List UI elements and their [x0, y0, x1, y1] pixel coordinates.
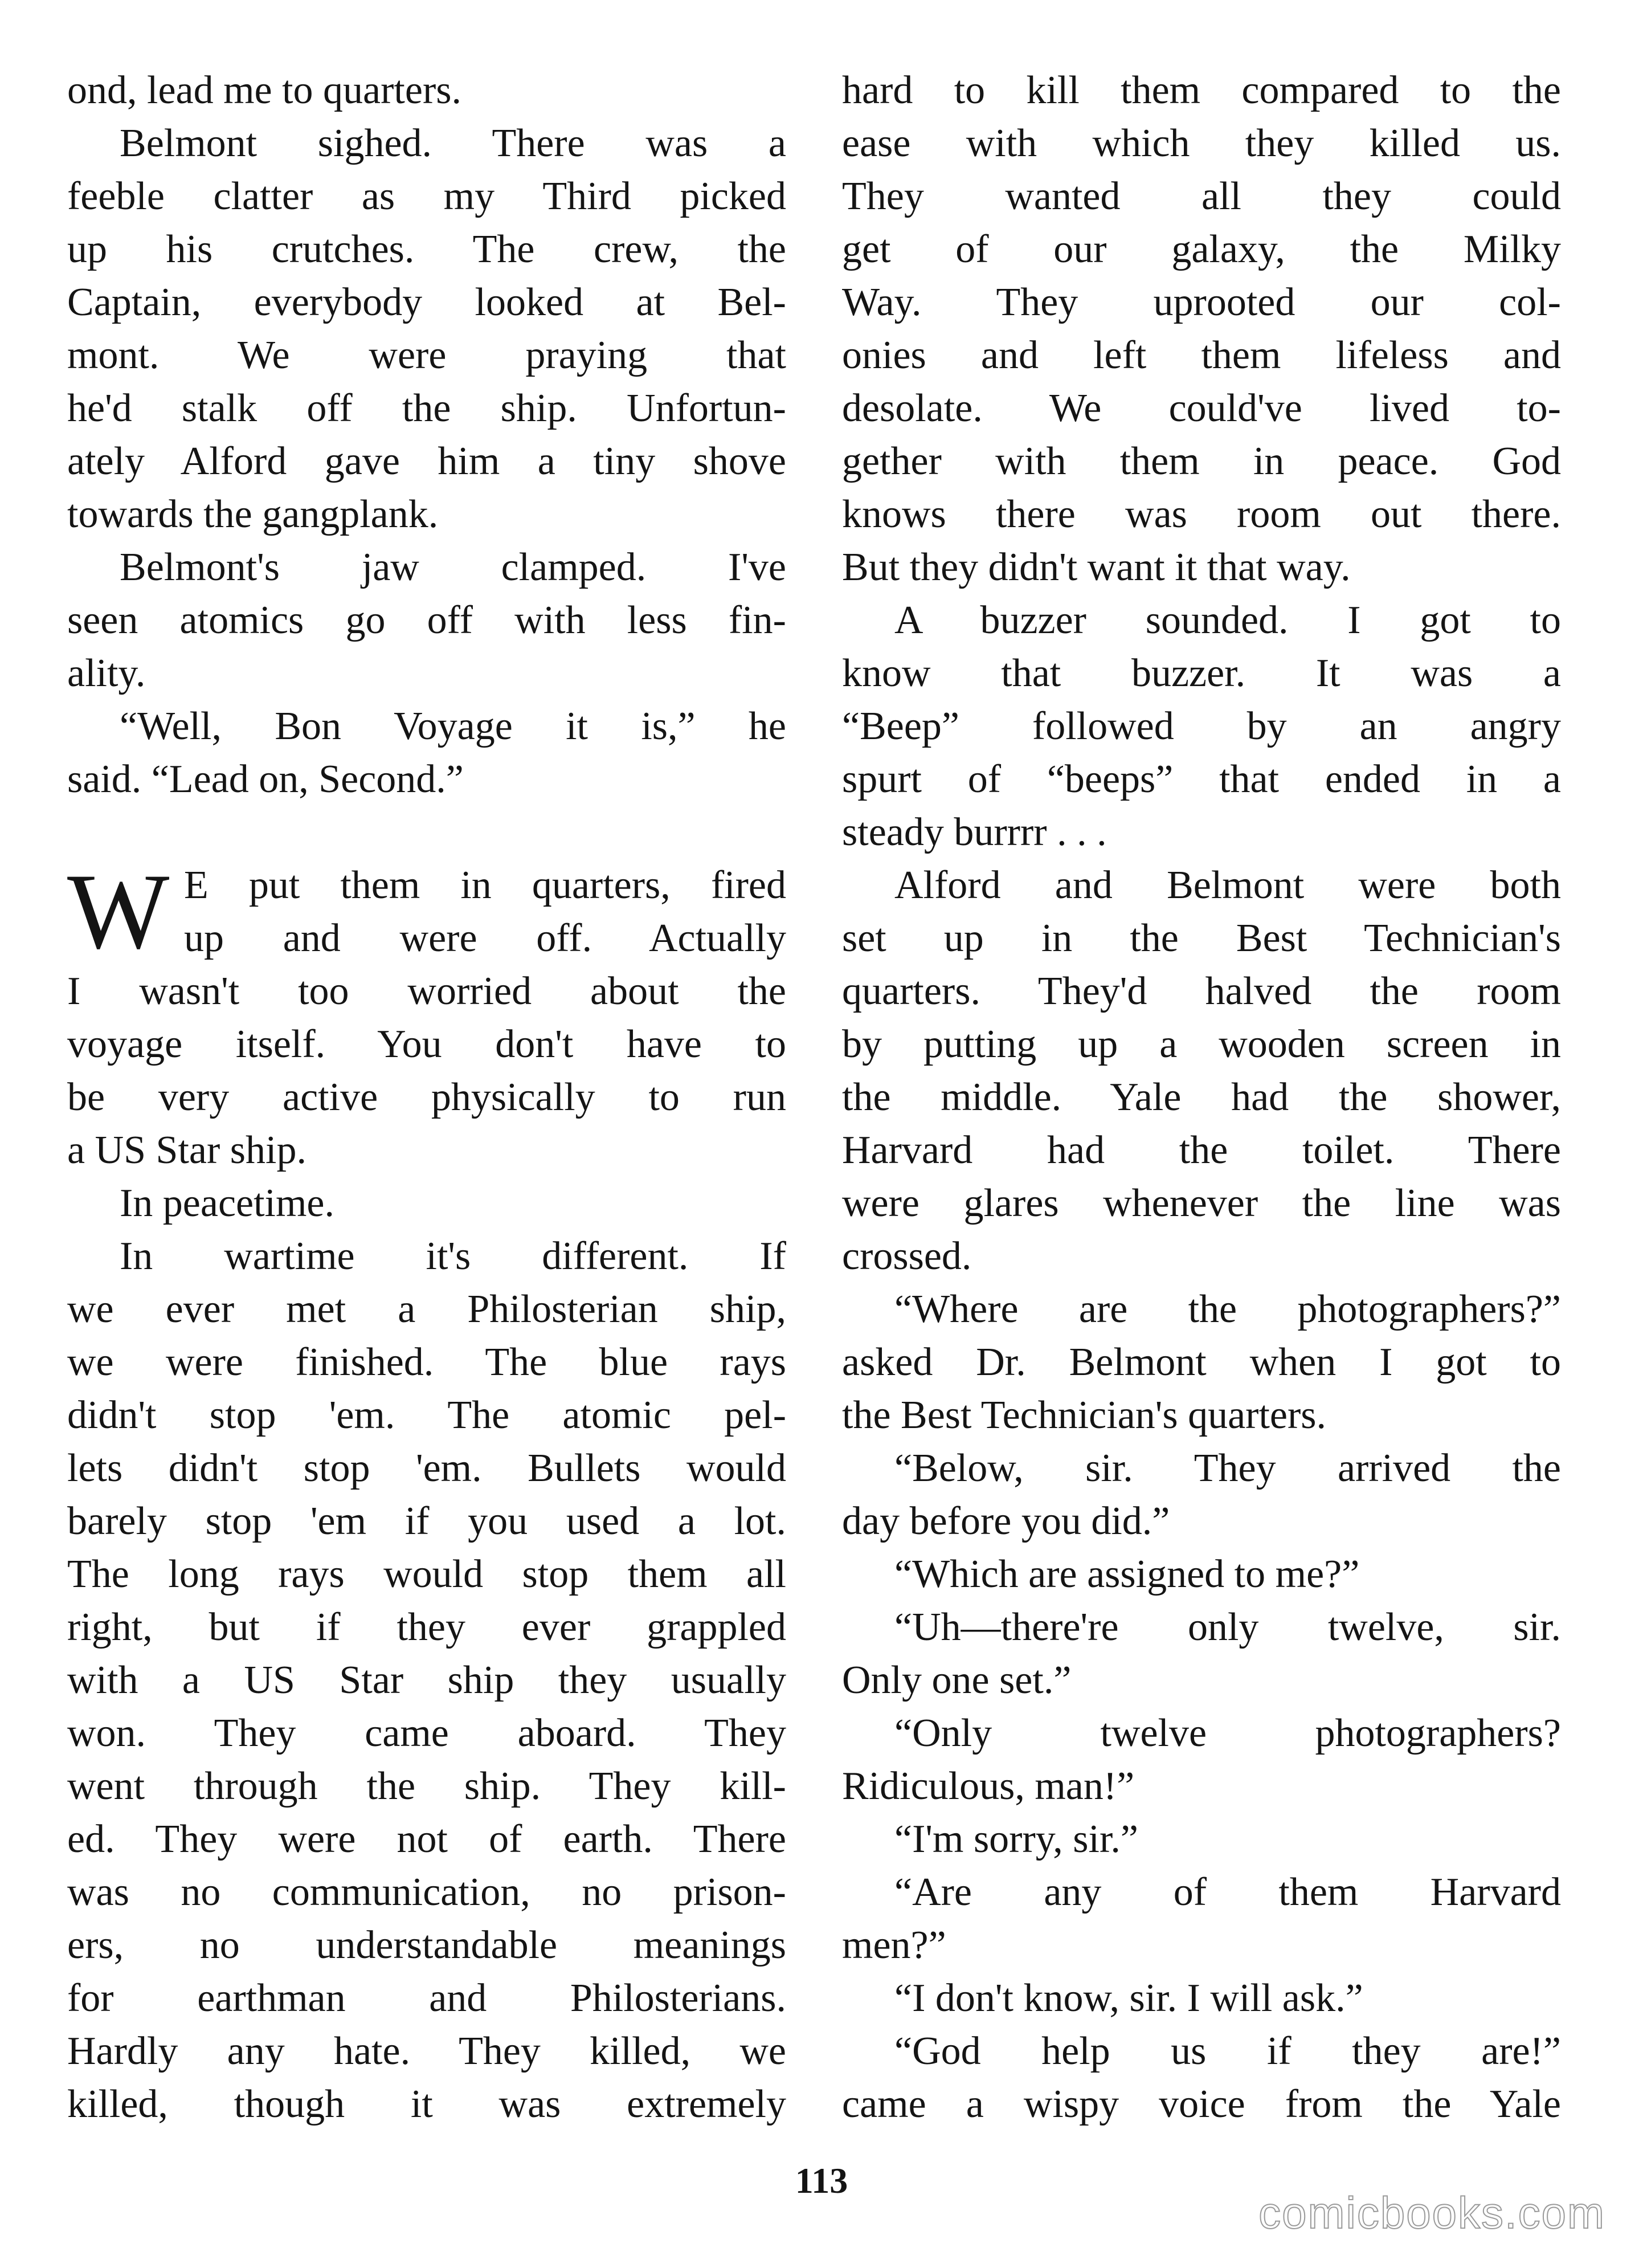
text-line: onies and left them lifeless and — [842, 333, 1561, 377]
text-line: ality. — [67, 651, 146, 695]
text-line: we were finished. The blue rays — [67, 1340, 786, 1384]
text-line: for earthman and Philosterians. — [67, 1976, 786, 2020]
text-line: he'd stalk off the ship. Unfortun- — [67, 386, 786, 430]
text-line: “Uh—there're only twelve, sir. — [894, 1605, 1561, 1649]
text-line: were glares whenever the line was — [842, 1181, 1561, 1225]
text-line: barely stop 'em if you used a lot. — [67, 1499, 786, 1543]
text-line: ond, lead me to quarters. — [67, 68, 462, 112]
text-line: I wasn't too worried about the — [67, 969, 786, 1013]
text-line: ers, no understandable meanings — [67, 1923, 786, 1967]
text-line: up and were off. Actually — [184, 916, 786, 960]
text-line: set up in the Best Technician's — [842, 916, 1561, 960]
text-line: ately Alford gave him a tiny shove — [67, 439, 786, 483]
text-line: get of our galaxy, the Milky — [842, 227, 1561, 271]
text-line: Captain, everybody looked at Bel- — [67, 280, 786, 324]
text-line: quarters. They'd halved the room — [842, 969, 1561, 1013]
text-line: killed, though it was extremely — [67, 2082, 786, 2126]
text-line: “God help us if they are!” — [894, 2029, 1561, 2073]
text-line: gether with them in peace. God — [842, 439, 1561, 483]
text-line: the middle. Yale had the shower, — [842, 1075, 1561, 1119]
text-line: E put them in quarters, fired — [184, 863, 786, 907]
text-line: was no communication, no prison- — [67, 1870, 786, 1914]
text-line: spurt of “beeps” that ended in a — [842, 757, 1561, 801]
text-line: “Are any of them Harvard — [894, 1870, 1561, 1914]
text-line: towards the gangplank. — [67, 492, 439, 536]
text-line: voyage itself. You don't have to — [67, 1022, 786, 1066]
text-line: didn't stop 'em. The atomic pel- — [67, 1393, 786, 1437]
drop-cap: W — [67, 852, 170, 972]
text-line: right, but if they ever grappled — [67, 1605, 786, 1649]
watermark: comicbooks.com — [1258, 2188, 1605, 2238]
text-line: steady burrrr . . . — [842, 810, 1107, 854]
text-line: Belmont sighed. There was a — [120, 121, 786, 165]
text-line: knows there was room out there. — [842, 492, 1561, 536]
text-line: crossed. — [842, 1234, 972, 1278]
text-line: ed. They were not of earth. There — [67, 1817, 786, 1861]
paragraph-gap — [67, 806, 786, 859]
text-line: “Only twelve photographers? — [894, 1711, 1561, 1755]
text-line: up his crutches. The crew, the — [67, 227, 786, 271]
text-line: seen atomics go off with less fin- — [67, 598, 786, 642]
text-line: with a US Star ship they usually — [67, 1658, 786, 1702]
text-line: Only one set.” — [842, 1658, 1072, 1702]
text-line: But they didn't want it that way. — [842, 545, 1351, 589]
text-line: desolate. We could've lived to- — [842, 386, 1561, 430]
right-column — [842, 64, 1561, 2131]
text-line: In wartime it's different. If — [120, 1234, 786, 1278]
text-line: went through the ship. They kill- — [67, 1764, 786, 1808]
text-line: by putting up a wooden screen in — [842, 1022, 1561, 1066]
text-line: feeble clatter as my Third picked — [67, 174, 786, 218]
text-line: the Best Technician's quarters. — [842, 1393, 1327, 1437]
text-line: hard to kill them compared to the — [842, 68, 1561, 112]
text-line: The long rays would stop them all — [67, 1552, 786, 1596]
text-line: mont. We were praying that — [67, 333, 786, 377]
text-line: be very active physically to run — [67, 1075, 786, 1119]
text-line: Harvard had the toilet. There — [842, 1128, 1561, 1172]
text-line: They wanted all they could — [842, 174, 1561, 218]
text-line: “Where are the photographers?” — [894, 1287, 1561, 1331]
text-line: Ridiculous, man!” — [842, 1764, 1135, 1808]
text-line: ease with which they killed us. — [842, 121, 1561, 165]
text-line: won. They came aboard. They — [67, 1711, 786, 1755]
text-line: “I don't know, sir. I will ask.” — [894, 1976, 1363, 2020]
text-line: we ever met a Philosterian ship, — [67, 1287, 786, 1331]
page-number: 113 — [795, 2160, 848, 2201]
text-line: “Well, Bon Voyage it is,” he — [120, 704, 786, 748]
text-line: lets didn't stop 'em. Bullets would — [67, 1446, 786, 1490]
text-line: A buzzer sounded. I got to — [894, 598, 1561, 642]
text-line: In peacetime. — [120, 1181, 335, 1225]
text-line: came a wispy voice from the Yale — [842, 2082, 1561, 2126]
text-line: “I'm sorry, sir.” — [894, 1817, 1138, 1861]
text-line: know that buzzer. It was a — [842, 651, 1561, 695]
text-line: Alford and Belmont were both — [894, 863, 1561, 907]
left-column — [67, 64, 786, 2131]
text-line: Hardly any hate. They killed, we — [67, 2029, 786, 2073]
text-line: “Beep” followed by an angry — [842, 704, 1561, 748]
text-line: “Which are assigned to me?” — [894, 1552, 1360, 1596]
text-line: Belmont's jaw clamped. I've — [120, 545, 786, 589]
text-line: a US Star ship. — [67, 1128, 306, 1172]
text-line: Way. They uprooted our col- — [842, 280, 1561, 324]
text-line: asked Dr. Belmont when I got to — [842, 1340, 1561, 1384]
text-line: “Below, sir. They arrived the — [894, 1446, 1561, 1490]
text-line: said. “Lead on, Second.” — [67, 757, 464, 801]
text-line: men?” — [842, 1923, 946, 1967]
text-line: day before you did.” — [842, 1499, 1170, 1543]
